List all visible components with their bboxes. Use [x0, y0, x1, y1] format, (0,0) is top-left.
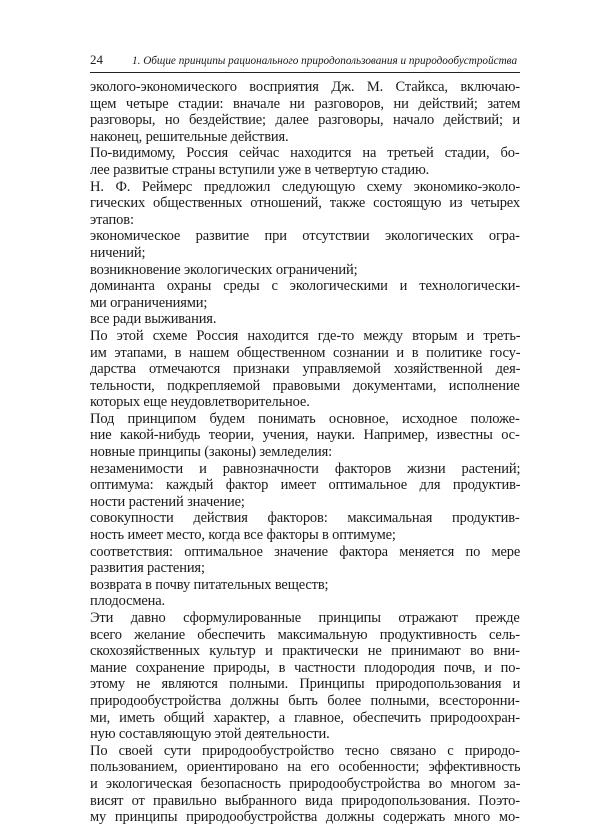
text-line: природообустройства должны быть более полными, всесторонни- [90, 692, 520, 709]
text-line: им этапами, в нашем общественном сознании и в политике госу- [90, 344, 520, 361]
text-line: разговоры, но бездействие; далее разговоры, начало действий; и [90, 112, 520, 129]
text-line: лее развитые страны вступили уже в четвертую стадию. [90, 161, 430, 178]
text-line: висят от правильно выбранного вида природопользования. Поэто- [90, 792, 520, 809]
text-line: тельности, подкрепляемой правовыми документами, исполнение [90, 377, 520, 394]
text-line: всего желание обеспечить максимальную продуктивность сель- [90, 626, 520, 643]
text-line: ную составляющую этой деятельности. [90, 726, 330, 743]
text-line: ности растений значение; [90, 493, 245, 510]
text-line: соответствия: оптимальное значение фактора меняется по мере [90, 543, 520, 560]
text-line: По своей сути природообустройство тесно связано с природо- [90, 742, 520, 759]
page-header [90, 52, 520, 73]
text-line: дарства отмечаются признаки управляемой хозяйственной дея- [90, 361, 520, 378]
text-line: оптимума: каждый фактор имеет оптимальное для продуктив- [90, 477, 520, 494]
text-line: незаменимости и равнозначности факторов жизни растений; [90, 460, 520, 477]
text-line: развития растения; [90, 560, 205, 577]
text-line: ми, иметь общий характер, а главное, обеспечить природоохран- [90, 709, 520, 726]
text-line: наконец, решительные действия. [90, 128, 289, 145]
text-line: мание сохранение природы, в частности плодородия почв, и по- [90, 659, 520, 676]
text-line: возникновение экологических ограничений; [90, 261, 358, 278]
text-line: этому не являются полными. Принципы природопользования и [90, 676, 520, 693]
text-line: все ради выживания. [90, 311, 217, 328]
text-line: новные принципы (законы) земледелия: [90, 444, 333, 461]
text-line: Под принципом будем понимать основное, исходное положе- [90, 410, 520, 427]
text-line: ми ограничениями; [90, 294, 208, 311]
text-line: доминанта охраны среды с экологическими и технологически- [90, 278, 520, 295]
text-line: которых еще неудовлетворительное. [90, 394, 310, 411]
text-line: Н. Ф. Реймерс предложил следующую схему экономико-эколо- [90, 178, 520, 195]
text-line: и экологическая безопасность природообустройства во многом за- [90, 775, 520, 792]
text-line: ность имеет место, когда все факторы в оптимуме; [90, 527, 396, 544]
text-line: скохозяйственных культур и практически не принимают во вни- [90, 643, 520, 660]
text-line: гических общественных отношений, также состоящую из четырех [90, 195, 520, 212]
text-line: совокупности действия факторов: максимальная продуктив- [90, 510, 520, 527]
text-line: ние какой-нибудь теории, учения, науки. Например, известны ос- [90, 427, 520, 444]
text-line: возврата в почву питательных веществ; [90, 576, 329, 593]
text-line: этапов: [90, 211, 134, 228]
text-line: му принципы природообустройства должны содержать много мо- [90, 809, 520, 826]
text-line: По-видимому, Россия сейчас находится на третьей стадии, бо- [90, 145, 520, 162]
text-line: ничений; [90, 244, 146, 261]
text-line: эколого-экономического восприятия Дж. М. Стайкса, включаю- [90, 79, 520, 95]
text-line: пользованием, ориентировано на его особенности; эффективность [90, 759, 520, 776]
page-number: 24 [90, 52, 103, 67]
text-line: По этой схеме Россия находится где-то между вторым и треть- [90, 327, 520, 344]
text-line: плодосмена. [90, 593, 166, 610]
text-line: Эти давно сформулированные принципы отражают прежде [90, 610, 520, 626]
running-title: 1. Общие принципы рационального природопользования и природообустройства [132, 55, 518, 67]
text-line: щем четыре стадии: вначале ни разговоров, ни действий; затем [90, 95, 520, 112]
text-line: экономическое развитие при отсутствии экологических огра- [90, 228, 520, 245]
body-text [90, 79, 520, 826]
